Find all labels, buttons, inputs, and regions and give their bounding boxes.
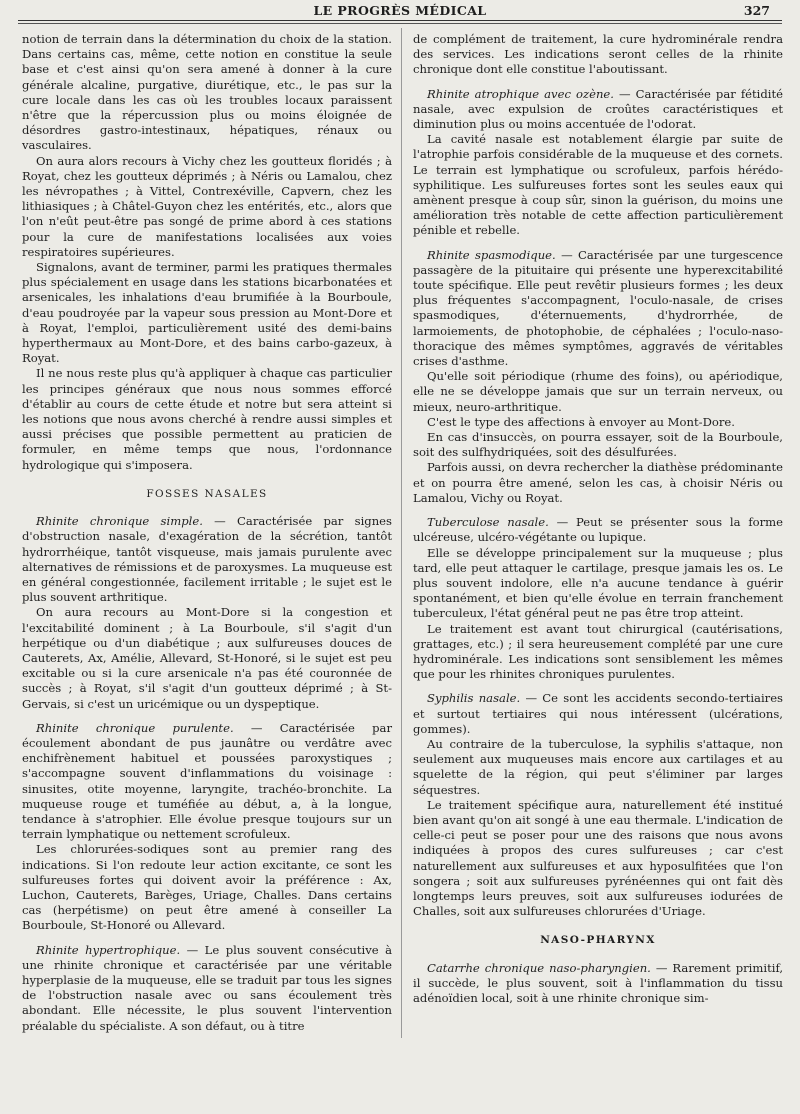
paragraph [22,721,392,843]
paragraph-text: — Caractérisée par fétidité nasale, avec expulsion de croûtes caractéristiques et diminution plus ou moins accentuée de l'odorat. [413,86,784,132]
column-divider [401,28,402,1038]
paragraph-text: — Caractérisée par signes d'obstruction nasale, d'exagération de la sécrétion, tantôt hydrorrhéique, tantôt visqueuse, mais jamais purulente avec alternatives de rémissions et de paroxysmes. La muqueuse est en général congestionnée, facilement irritable ; le sujet est le plus souvent arthritique. [22,514,392,605]
running-header [18,2,782,20]
paragraph [413,132,783,238]
paragraph [413,369,783,415]
paragraph-lead-term: Rhinite hypertrophique. [36,942,181,957]
paragraph [413,32,783,78]
paragraph [413,87,783,133]
paragraph-lead-term: Rhinite chronique simple. [36,514,203,529]
paragraph [413,248,783,370]
paragraph [413,546,783,622]
paragraph [413,691,783,737]
paragraph-text: notion de terrain dans la détermination du choix de la station. Dans certains cas, même, cette notion en constitue la seule base et c'est ainsi qu'on sera amené à donner à la cure générale alcaline, purgative, diurétique, etc., le pas sur la cure locale dans les cas où les troubles locaux paraissent n'être que la répercussion plus ou moins éloignée de désordres gastro-intestinaux, hépatiques, rénaux ou vasculaires. [22,32,392,153]
paragraph-lead-term: Rhinite chronique purulente. [36,720,234,735]
page-number: 327 [743,3,770,18]
paragraph [22,260,392,366]
paragraph-text: La cavité nasale est notablement élargie par suite de l'atrophie parfois considérable de la muqueuse et des cornets. Le terrain est lymphatique ou scrofuleux, parfois hérédo-syphilitique. Les sulfureuses fortes sont les seules eaux qui amènent presque à coup sûr, sinon la guérison, du moins une amélioration très notable de cette affection particulièrement pénible et rebelle. [413,132,783,238]
paragraph [413,961,783,1007]
paragraph [413,415,783,430]
section-heading: NASO-PHARYNX [540,934,656,947]
right-column [413,32,783,1006]
header-rule-double [18,23,782,24]
paragraph-text: Le traitement est avant tout chirurgical (cautérisations, grattages, etc.) ; il sera heureusement complété par une cure hydrominérale. Les indications sont sensiblement les mêmes que pour les rhinites chroniques purulentes. [413,621,783,682]
paragraph-text: — Caractérisée par écoulement abondant de pus jaunâtre ou verdâtre avec enchifrènement habituel et poussées paroxystiques ; s'accompagne souvent d'inflammations du voisinage : sinusites, otite moyenne, laryngite, trachéo-bronchite. La muqueuse rouge et tuméfiée au début, a, à la longue, tendance à s'atrophier. Elle évolue presque toujours sur un terrain lymphatique ou nettement scrofuleux. [22,720,393,842]
paragraph [413,430,783,460]
paragraph-lead-term: Tuberculose nasale. [427,515,549,530]
paragraph-text: En cas d'insuccès, on pourra essayer, soit de la Bourboule, soit des sulfhydriquées, soit des désulfurées. [413,430,783,460]
paragraph-text: — Ce sont les accidents secondo-tertiaires et surtout tertiaires qui nous intéressent (ulcérations, gommes). [413,691,784,736]
paragraph-text: On aura alors recours à Vichy chez les goutteux floridés ; à Royat, chez les goutteux déprimés ; à Néris ou Lamalou, chez les névropathes ; à Vittel, Contrexéville, Capvern, chez les lithiasiques ; à Châtel-Guyon chez les entérités, etc., alors que l'on n'eût peut-être pas songé de prime abord à ces stations pour la cure de manifestations localisées aux voies respiratoires supérieures. [22,153,392,259]
paragraph [413,622,783,683]
paragraph-text: — Caractérisée par une turgescence passagère de la pituitaire qui présente une hyperexcitabilité toute spécifique. Elle peut revêtir plusieurs formes ; les deux plus fréquentes s'accompagnent, l'oculo-nasale, de crises spasmodiques, d'éternuements, d'hydrorrhée, de larmoiements, de photophobie, de céphalées ; l'oculo-naso-thoracique des mêmes symptômes, aggravés de véritables crises d'asthme. [413,247,783,369]
paragraph [22,842,392,933]
paragraph-text: Parfois aussi, on devra rechercher la diathèse prédominante et on pourra être amené, selon les cas, à choisir Néris ou Lamalou, Vichy ou Royat. [413,460,783,505]
paragraph [22,514,392,605]
paragraph-text: — Le plus souvent consécutive à une rhinite chronique et caractérisée par une véritable hyperplasie de la muqueuse, elle se traduit par tous les signes de l'obstruction nasale avec ou sans écoulement très abondant. Elle nécessite, le plus souvent l'intervention préalable du spécialiste. A son défaut, ou à titre [22,942,392,1033]
paragraph [413,798,783,920]
paragraph [413,460,783,506]
paragraph-text: Signalons, avant de terminer, parmi les pratiques thermales plus spécialement en usage dans les stations bicarbonatées et arsenicales, les inhalations d'eau brumifiée à la Bourboule, d'eau poudroyée par la vapeur sous pression au Mont-Dore et à Royat, l'emploi, particulièrement usité des demi-bains hyperthermaux au Mont-Dore, et des bains carbo-gazeux, à Royat. [22,260,392,366]
paragraph-text: Elle se développe principalement sur la muqueuse ; plus tard, elle peut attaquer le cartilage, presque jamais les os. Le plus souvent indolore, elle n'a aucune tendance à guérir spontanément, et bien qu'elle évolue en terrain franchement tuberculeux, l'état général peut ne pas être trop atteint. [413,545,783,621]
paragraph [22,154,392,260]
journal-title: LE PROGRÈS MÉDICAL [313,3,487,18]
paragraph-text: de complément de traitement, la cure hydrominérale rendra des services. Les indications seront celles de la rhinite chronique dont elle constitue l'aboutissant. [413,32,783,77]
paragraph-text: Au contraire de la tuberculose, la syphilis s'attaque, non seulement aux muqueuses mais encore aux cartilages et au squelette de la région, qui peut s'éliminer par larges séquestres. [413,736,783,797]
left-column [22,32,392,1034]
paragraph [22,605,392,711]
header-rule [18,20,782,21]
paragraph-text: C'est le type des affections à envoyer au Mont-Dore. [427,414,735,429]
paragraph-lead-term: Rhinite atrophique avec ozène. [427,86,614,101]
paragraph-text: — Rarement primitif, il succède, le plus souvent, soit à l'inflammation du tissu adénoïdien local, soit à une rhinite chronique sim- [413,960,784,1005]
paragraph-lead-term: Rhinite spasmodique. [427,247,556,262]
paragraph-text: Qu'elle soit périodique (rhume des foins), ou apériodique, elle ne se développe jamais que sur un terrain nerveux, ou mieux, neuro-arthritique. [413,369,783,414]
paragraph [22,943,392,1034]
paragraph [413,515,783,545]
paragraph-lead-term: Catarrhe chronique naso-pharyngien. [427,960,651,975]
paragraph-text: Le traitement spécifique aura, naturellement été institué bien avant qu'on ait songé à une eau thermale. L'indication de celle-ci peut se poser pour une des raisons que nous avons indiquées à propos des cures sulfureuses ; car c'est naturellement aux sulfureuses et aux hyposulfitées que l'on songera ; soit aux sulfureuses pyrénéennes qui ont fait dès longtemps leurs preuves, soit aux sulfureuses iodurées de Challes, soit aux sulfureuses chlorurées d'Uriage. [413,797,783,919]
paragraph-text: On aura recours au Mont-Dore si la congestion et l'excitabilité dominent ; à La Bourboule, s'il s'agit d'un herpétique ou d'un diabétique ; aux sulfureuses douces de Cauterets, Ax, Amélie, Allevard, St-Honoré, si le sujet est peu excitable ou si la cure arsenicale n'a pas été couronnée de succès ; à Royat, s'il s'agit d'un goutteux déprimé ; à St-Gervais, si c'est un uricémique ou un dyspeptique. [22,605,392,711]
paragraph-text: Les chlorurées-sodiques sont au premier rang des indications. Si l'on redoute leur action excitante, ce sont les sulfureuses fortes qui doivent avoir la préférence : Ax, Luchon, Cauterets, Barèges, Uriage, Challes. Dans certains cas (herpétisme) on peut être amené à conseiller La Bourboule, St-Honoré ou Allevard. [22,842,392,933]
paragraph [22,366,392,472]
paragraph [22,32,392,154]
section-heading: FOSSES NASALES [146,487,268,500]
paragraph-lead-term: Syphilis nasale. [427,691,521,706]
paragraph-text: Il ne nous reste plus qu'à appliquer à chaque cas particulier les principes généraux que nous nous sommes efforcé d'établir au cours de cette étude et notre but sera atteint si les notions que nous avons cherché à rendre aussi simples et aussi précises que possible permettent au praticien de formuler, en même temps que nous, l'ordonnance hydrologique qui s'imposera. [22,366,392,472]
paragraph-text: — Peut se présenter sous la forme ulcéreuse, ulcéro-végétante ou lupique. [413,515,783,545]
paragraph [413,737,783,798]
